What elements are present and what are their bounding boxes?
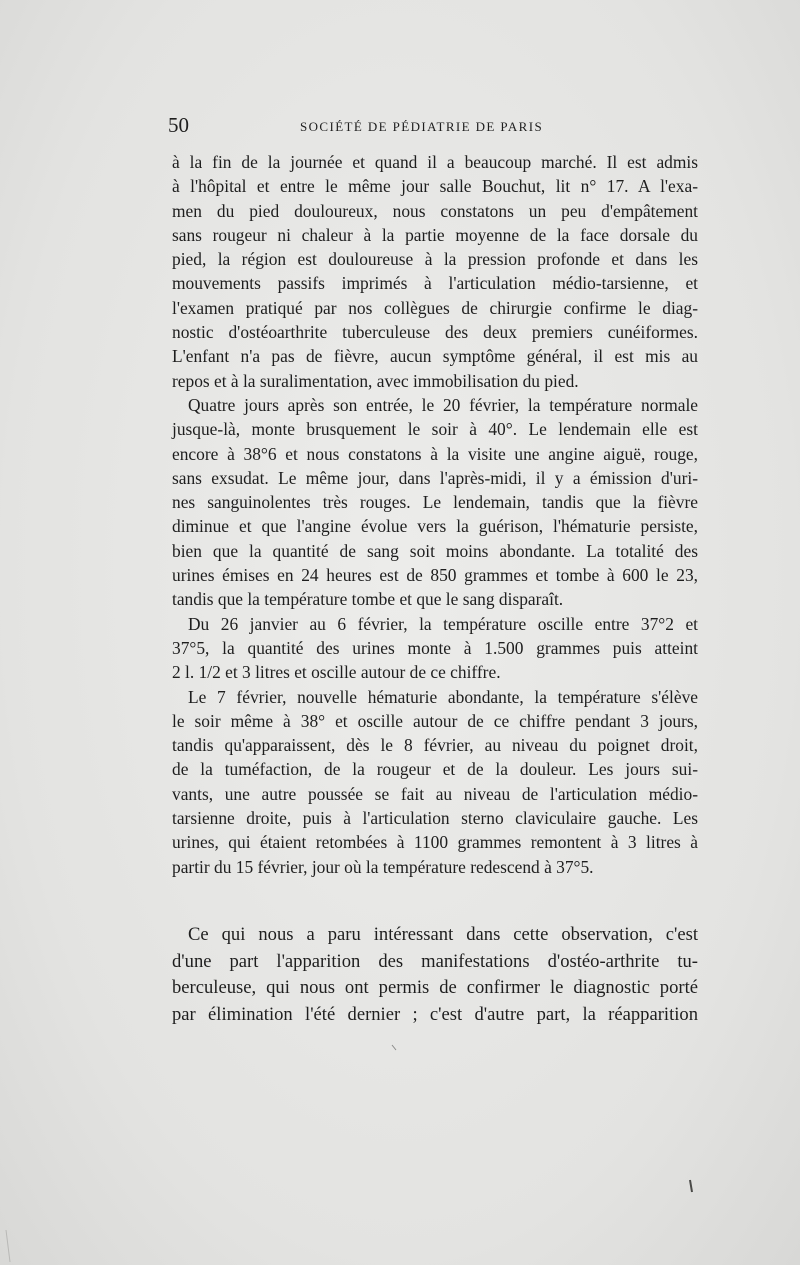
text-line: de la tuméfaction, de la rougeur et de la douleur. Les jours sui- — [172, 759, 698, 780]
text-line: tarsienne droite, puis à l'articulation sterno claviculaire gauche. Les — [172, 808, 698, 829]
text-line: nostic d'ostéoarthrite tuberculeuse des deux premiers cunéiformes. — [172, 322, 698, 343]
text-line: nes sanguinolentes très rouges. Le lendemain, tandis que la fièvre — [172, 492, 698, 513]
text-line: l'examen pratiqué par nos collègues de chirurgie confirme le diag- — [172, 297, 698, 318]
text-line: encore à 38°6 et nous constatons à la visite une angine aiguë, rouge, — [172, 443, 698, 464]
text-line: urines émises en 24 heures est de 850 grammes et tombe à 600 le 23, — [172, 565, 698, 586]
text-line: 37°5, la quantité des urines monte à 1.500 grammes puis atteint — [172, 637, 698, 658]
text-line: tandis que la température tombe et que le sang disparaît. — [172, 589, 564, 610]
text-line: diminue et que l'angine évolue vers la guérison, l'hématurie persiste, — [172, 516, 698, 537]
text-line: bien que la quantité de sang soit moins abondante. La totalité des — [172, 540, 698, 561]
text-line: par élimination l'été dernier ; c'est d'autre part, la réapparition — [172, 1003, 698, 1025]
text-line: Le 7 février, nouvelle hématurie abondante, la température s'élève — [188, 686, 698, 707]
text-line: L'enfant n'a pas de fièvre, aucun symptôme général, il est mis au — [172, 346, 698, 367]
body-text-small — [172, 150, 698, 879]
text-line: berculeuse, qui nous ont permis de confirmer le diagnostic porté — [172, 977, 698, 998]
text-line: jusque-là, monte brusquement le soir à 40°. Le lendemain elle est — [172, 419, 698, 440]
text-line: repos et à la suralimentation, avec immobilisation du pied. — [172, 370, 579, 391]
text-line: sans exsudat. Le même jour, dans l'après-midi, il y a émission d'uri- — [172, 467, 698, 488]
text-line: sans rougeur ni chaleur à la partie moyenne de la face dorsale du — [172, 224, 698, 245]
page-number: 50 — [168, 113, 189, 137]
text-line: vants, une autre poussée se fait au niveau de l'articulation médio- — [172, 783, 698, 804]
text-line: men du pied douloureux, nous constatons un peu d'empâtement — [172, 200, 698, 221]
text-line: 2 l. 1/2 et 3 litres et oscille autour de ce chiffre. — [172, 662, 501, 683]
text-line: Du 26 janvier au 6 février, la température oscille entre 37°2 et — [188, 613, 698, 634]
paragraph-3 — [172, 612, 698, 685]
text-line: urines, qui étaient retombées à 1100 grammes remontent à 3 litres à — [172, 832, 698, 853]
text-line: mouvements passifs imprimés à l'articulation médio-tarsienne, et — [172, 273, 698, 294]
paragraph-2 — [172, 393, 698, 612]
text-line: tandis qu'apparaissent, dès le 8 février, au niveau du poignet droit, — [172, 735, 698, 756]
body-text-large — [172, 922, 698, 1028]
text-line: pied, la région est douloureuse à la pression profonde et dans les — [172, 249, 698, 270]
text-line: Ce qui nous a paru intéressant dans cette observation, c'est — [188, 924, 698, 945]
page-header — [168, 112, 698, 142]
paragraph-4 — [172, 685, 698, 879]
text-line: Quatre jours après son entrée, le 20 février, la température normale — [188, 394, 698, 415]
text-line: à l'hôpital et entre le même jour salle Bouchut, lit n° 17. A l'exa- — [172, 176, 698, 197]
text-line: d'une part l'apparition des manifestations d'ostéo-arthrite tu- — [172, 950, 698, 972]
running-title: SOCIÉTÉ DE PÉDIATRIE DE PARIS — [300, 119, 544, 134]
text-line: partir du 15 février, jour où la température redescend à 37°5. — [172, 856, 594, 877]
paragraph-1 — [172, 150, 698, 393]
text-line: à la fin de la journée et quand il a beaucoup marché. Il est admis — [172, 152, 698, 172]
text-line: le soir même à 38° et oscille autour de ce chiffre pendant 3 jours, — [172, 710, 698, 731]
paragraph-5 — [172, 922, 698, 1028]
